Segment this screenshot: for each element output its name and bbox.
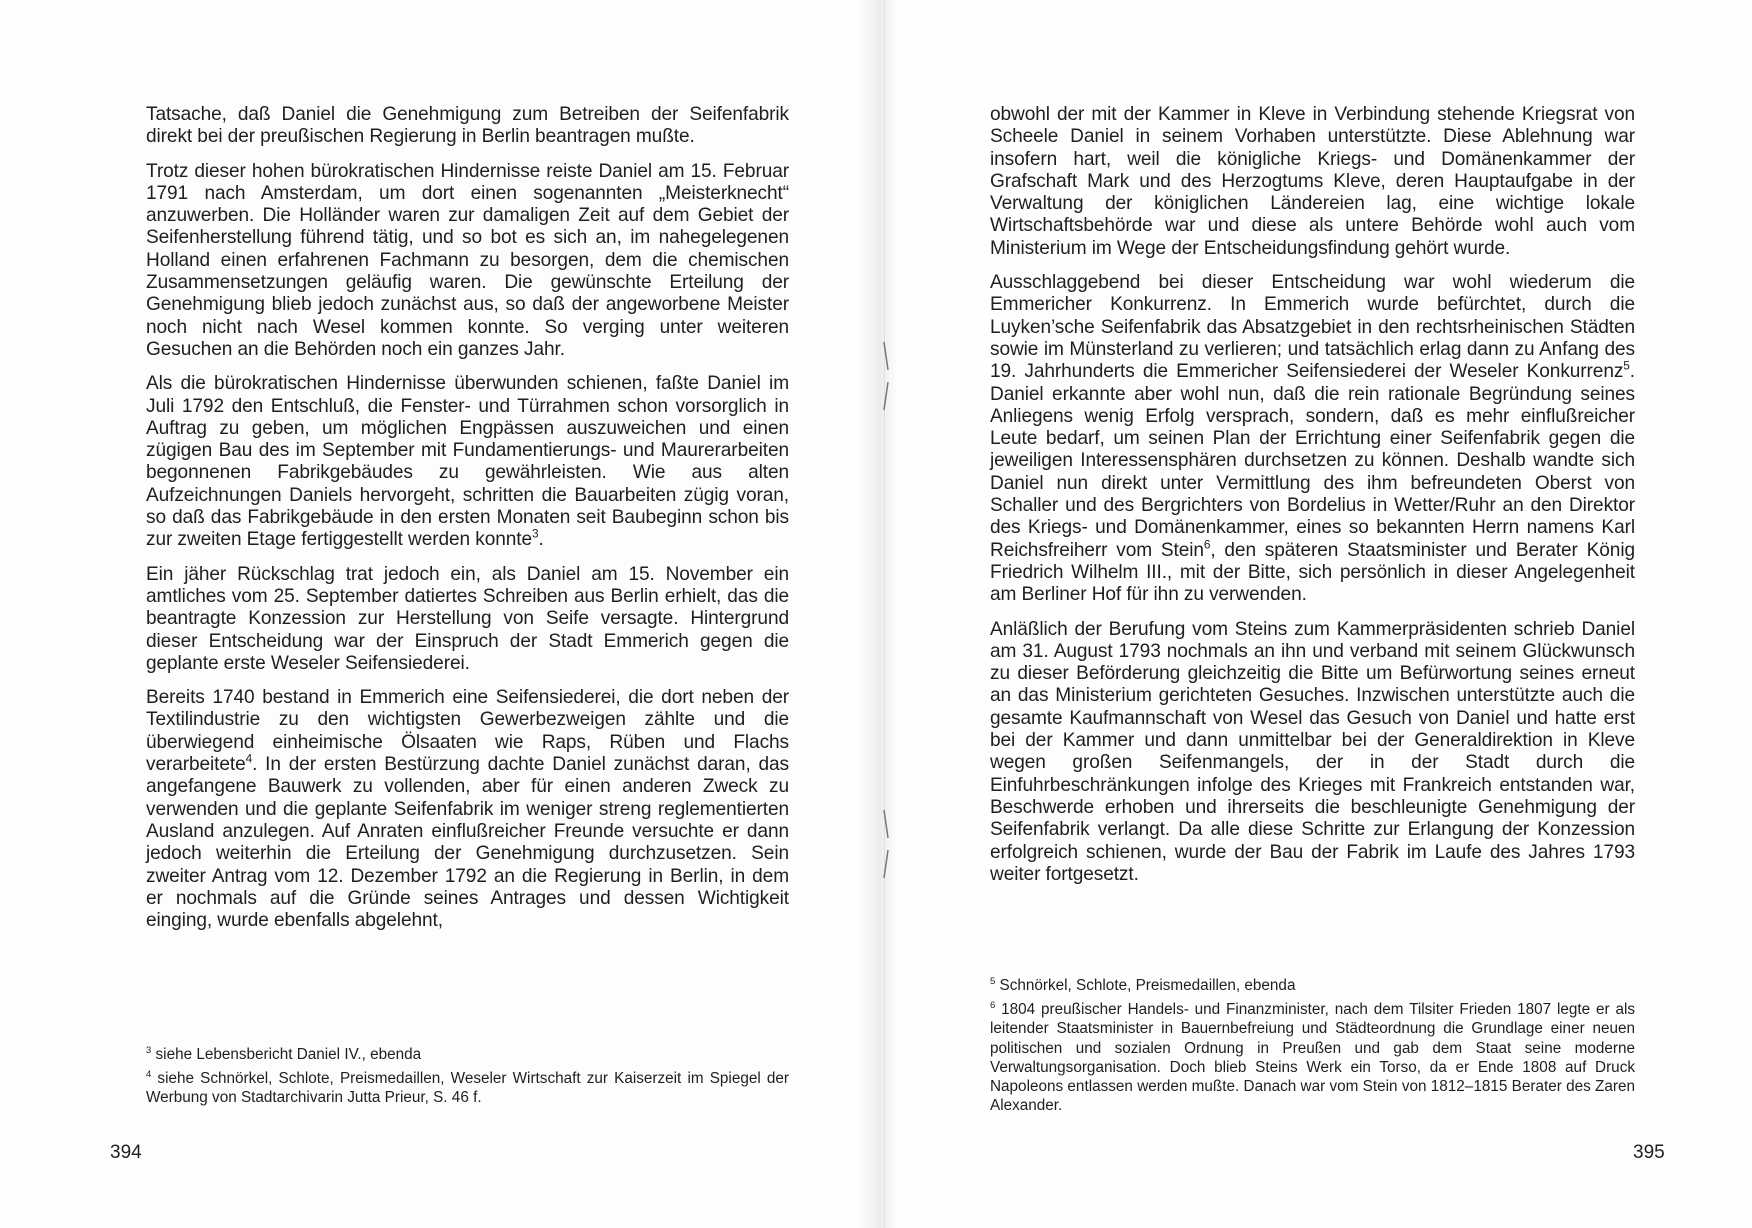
right-paragraph-3: Anläßlich der Berufung vom Steins zum Kammerpräsidenten schrieb Daniel am 31. August 1793 nochmals an ihn und verband mit seinem Glückwunsch zu dieser Beförderung gleichzeitig die Bitte um Befürwortung seines erneut an das Ministerium gerichteten Gesuches. Inzwischen unterstützte auch die gesamte Kaufmannschaft von Wesel das Gesuch von Daniel und hatte erst bei der Kammer und dann unmittelbar bei der Generaldirektion in Kleve wegen großen Seifenmangels, der in der Stadt durch die Einfuhrbeschränkungen infolge des Krieges mit Frankreich entstanden war, Beschwerde erhoben und ihrerseits die beschleunigte Genehmigung der Seifenfabrik verlangt. Da alle diese Schritte zur Erlangung der Konzession erfolgreich schienen, wurde der Bau der Fabrik im Laufe des Jahres 1793 weiter fortgesetzt. (990, 618, 1635, 885)
right-paragraph-1: obwohl der mit der Kammer in Kleve in Verbindung stehende Kriegsrat von Scheele Daniel in seinem Vorhaben unterstützte. Diese Ablehnung war insofern hart, weil die königliche Kriegs- und Domänenkammer der Grafschaft Mark und des Herzogtums Kleve, deren Hauptaufgabe in der Verwaltung der königlichen Ländereien lag, eine wichtige lokale Wirtschaftsbehörde war und diese als untere Behörde wohl auch vom Ministerium im Wege der Entscheidungsfindung gehört wurde. (990, 104, 1635, 259)
footnote-ref-4: 4 (245, 751, 253, 766)
footnote-6-text: 1804 preußischer Handels- und Finanzminister, nach dem Tilsiter Frieden 1807 legte er als leitender Staatsminister in Bauernbefreiung und Städteordnung die Grundlage einer neuen politischen und sozialen Ordnung in Preußen und gab dem Staat seine moderne Verwaltungsorganisation. Doch blieb Steins Werk ein Torso, da er Ende 1808 auf Druck Napoleons entlassen werden mußte. Danach war vom Stein von 1812–1815 Berater des Zaren Alexander. (990, 1001, 1635, 1115)
footnote-5-number: 5 (990, 975, 996, 987)
left-body-column (146, 104, 789, 944)
footnote-3 (146, 1045, 789, 1064)
staple-bottom (881, 808, 891, 880)
footnote-ref-3: 3 (531, 526, 539, 541)
footnote-5-text: Schnörkel, Schlote, Preismedaillen, ebenda (999, 977, 1296, 994)
footnote-ref-6: 6 (1203, 537, 1211, 552)
right-body-column (990, 104, 1635, 898)
footnote-ref-5: 5 (1623, 358, 1630, 373)
right-paragraph-2-text: Ausschlaggebend bei dieser Entscheidung war wohl wiederum die Emmericher Konkurrenz. In Emmerich wurde befürchtet, durch die Luyken’sche Seifenfabrik das Absatzgebiet in den rechtsrheinischen Städten sowie im Münsterland zu verlieren; und tatsächlich erlag dann zu Anfang des 19. Jahrhunderts die Emmericher Seifensiederei der Weseler Konkurrenz (990, 272, 1635, 383)
left-paragraph-5-text: Bereits 1740 bestand in Emmerich eine Seifensiederei, die dort neben der Textilindustrie zu den wichtigsten Gewerbezweigen zählte und die überwiegend einheimische Ölsaaten wie Raps, Rüben und Flachs verarbeitete (146, 687, 789, 776)
footnote-4-text: siehe Schnörkel, Schlote, Preismedaillen, Weseler Wirtschaft zur Kaiserzeit im Spiegel der Werbung von Stadtarchivarin Jutta Prieur, S. 46 f. (146, 1070, 789, 1107)
right-footnotes (990, 976, 1635, 1120)
left-footnotes (146, 1045, 789, 1113)
left-paragraph-3-tail: . (538, 529, 544, 551)
staple-top (881, 340, 891, 412)
footnote-5 (990, 976, 1635, 995)
footnote-3-number: 3 (146, 1044, 152, 1056)
left-paragraph-3 (146, 373, 789, 551)
footnote-6 (990, 1000, 1635, 1115)
left-paragraph-1: Tatsache, daß Daniel die Genehmigung zum Betreiben der Seifenfabrik direkt bei der preußischen Regierung in Berlin beantragen mußte. (146, 104, 789, 148)
fold-line (884, 0, 885, 1228)
left-paragraph-5-tail: . In der ersten Bestürzung dachte Daniel zunächst daran, das angefangene Bauwerk zu vollenden, aber für einen anderen Zweck zu verwenden und die geplante Seifenfabrik im weniger streng reglementierten Ausland anzulegen. Auf Anraten einflußreicher Freunde versuchte er dann jedoch weiterhin die Erteilung der Genehmigung durchzusetzen. Sein zweiter Antrag vom 12. Dezember 1792 an die Regierung in Berlin, in dem er nochmals auf die Gründe seines Antrages und dessen Wichtigkeit einging, wurde ebenfalls abgelehnt, (146, 754, 789, 932)
footnote-4-number: 4 (146, 1069, 152, 1081)
footnote-4 (146, 1069, 789, 1107)
left-paragraph-2: Trotz dieser hohen bürokratischen Hindernisse reiste Daniel am 15. Februar 1791 nach Amsterdam, um dort einen sogenannten „Meisterknecht“ anzuwerben. Die Holländer waren zur damaligen Zeit auf dem Gebiet der Seifenherstellung führend tätig, und so bot es sich an, im nahegelegenen Holland einen erfahrenen Fachmann zu besorgen, dem die chemischen Zusammensetzungen geläufig waren. Die gewünschte Erteilung der Genehmigung blieb jedoch zunächst aus, so daß der angeworbene Meister noch nicht nach Wesel kommen konnte. So verging unter weiteren Gesuchen an die Behörden noch ein ganzes Jahr. (146, 160, 789, 360)
right-paragraph-2-middle: . Daniel erkannte aber wohl nun, daß die rein rationale Begründung seines Anliegens wenig Erfolg versprach, sondern, daß es mehr einflußreicher Leute bedarf, um seinen Plan der Errichtung einer Seifenfabrik gegen die jeweiligen Interessensphären durchsetzen zu können. Deshalb wandte sich Daniel nun direkt unter Vermittlung des ihm befreundeten Oberst von Schaller und des Bergrichters von Bordelius in Wetter/Ruhr an den Direktor des Kriegs- und Domänenkammer, eines so bekannten Herrn namens Karl Reichsfreiherr vom Stein (990, 361, 1635, 561)
footnote-6-number: 6 (990, 1000, 996, 1012)
right-paragraph-2-tail: , den späteren Staatsminister und Berater König Friedrich Wilhelm III., mit der Bitte, sich persönlich in dieser Angelegenheit am Berliner Hof für ihn zu verwenden. (990, 539, 1635, 606)
footnote-3-text: siehe Lebensbericht Daniel IV., ebenda (155, 1046, 422, 1063)
book-gutter (858, 0, 898, 1228)
page-number-right: 395 (1633, 1142, 1665, 1163)
left-paragraph-5 (146, 687, 789, 932)
right-paragraph-2 (990, 272, 1635, 606)
page-number-left: 394 (110, 1142, 142, 1163)
left-paragraph-3-text: Als die bürokratischen Hindernisse überwunden schienen, faßte Daniel im Juli 1792 den Entschluß, die Fenster- und Türrahmen schon vorsorglich in Auftrag zu geben, um möglichen Engpässen auszuweichen und einen zügigen Bau des im September mit Fundamentierungs- und Maurerarbeiten begonnenen Fabrikgebäudes zu gewährleisten. Wie aus alten Aufzeichnungen Daniels hervorgeht, schritten die Bauarbeiten zügig voran, so daß das Fabrikgebäude in den ersten Monaten seit Baubeginn schon bis zur zweiten Etage fertiggestellt werden konnte (146, 373, 789, 551)
left-paragraph-4: Ein jäher Rückschlag trat jedoch ein, als Daniel am 15. November ein amtliches vom 25. September datiertes Schreiben aus Berlin erhielt, das die beantragte Konzession zur Herstellung von Seife versagte. Hintergrund dieser Entscheidung war der Einspruch der Stadt Emmerich gegen die geplante erste Weseler Seifensiederei. (146, 563, 789, 674)
